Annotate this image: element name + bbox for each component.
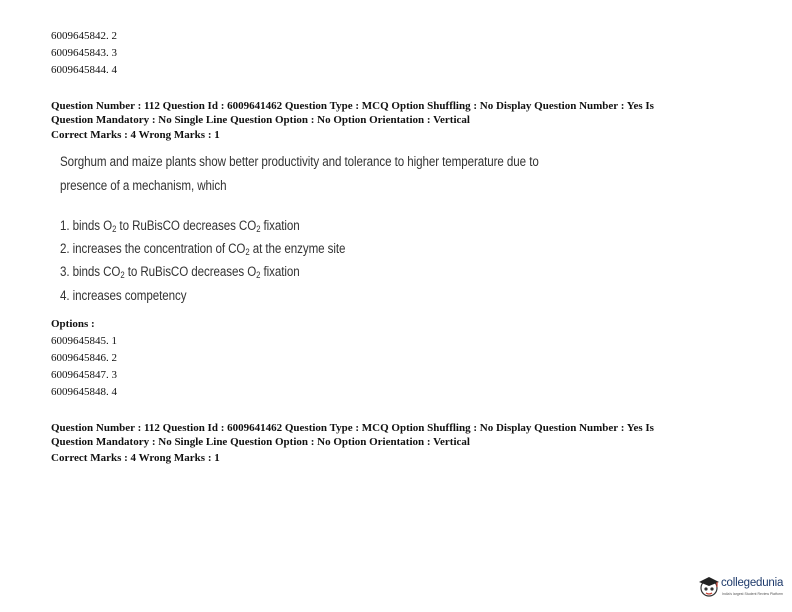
prev-option-line: 6009645843. 3: [51, 47, 117, 59]
question-header-line1: Question Number : 112 Question Id : 6009641462 Question Type : MCQ Option Shuffling : No Display Question Number : Yes Is: [51, 100, 654, 112]
collegedunia-logo: [698, 573, 790, 603]
question-marks: Correct Marks : 4 Wrong Marks : 1: [51, 129, 220, 141]
question-stem-line1: Sorghum and maize plants show better productivity and tolerance to higher temperature due to: [60, 154, 539, 169]
option-line: 6009645846. 2: [51, 352, 117, 364]
logo-wordmark: collegedunia: [721, 577, 784, 589]
option-line: 6009645845. 1: [51, 335, 117, 347]
next-question-marks: Correct Marks : 4 Wrong Marks : 1: [51, 452, 220, 464]
prev-option-line: 6009645842. 2: [51, 30, 117, 42]
question-header-line2: Question Mandatory : No Single Line Question Option : No Option Orientation : Vertical: [51, 114, 470, 126]
graduation-cap-icon: [698, 575, 720, 597]
question-stem-line2: presence of a mechanism, which: [60, 178, 227, 193]
next-question-header-line1: Question Number : 112 Question Id : 6009641462 Question Type : MCQ Option Shuffling : No Display Question Number : Yes Is: [51, 422, 654, 434]
option-line: 6009645848. 4: [51, 386, 117, 398]
choice-3: 3. binds $CO_2$ to RuBisCO decreases $O_2$ fixation: [60, 264, 300, 280]
option-line: 6009645847. 3: [51, 369, 117, 381]
choice-1: 1. binds $O_2$ to RuBisCO decreases $CO_2$ fixation: [60, 218, 300, 234]
choice-2: 2. increases the concentration of $CO_2$ at the enzyme site: [60, 241, 346, 257]
choice-4: 4. increases competency: [60, 288, 187, 303]
prev-option-line: 6009645844. 4: [51, 64, 117, 76]
next-question-header-line2: Question Mandatory : No Single Line Question Option : No Option Orientation : Vertical: [51, 436, 470, 448]
options-label: Options :: [51, 318, 95, 330]
logo-tagline: India's largest Student Review Platform: [722, 592, 783, 596]
